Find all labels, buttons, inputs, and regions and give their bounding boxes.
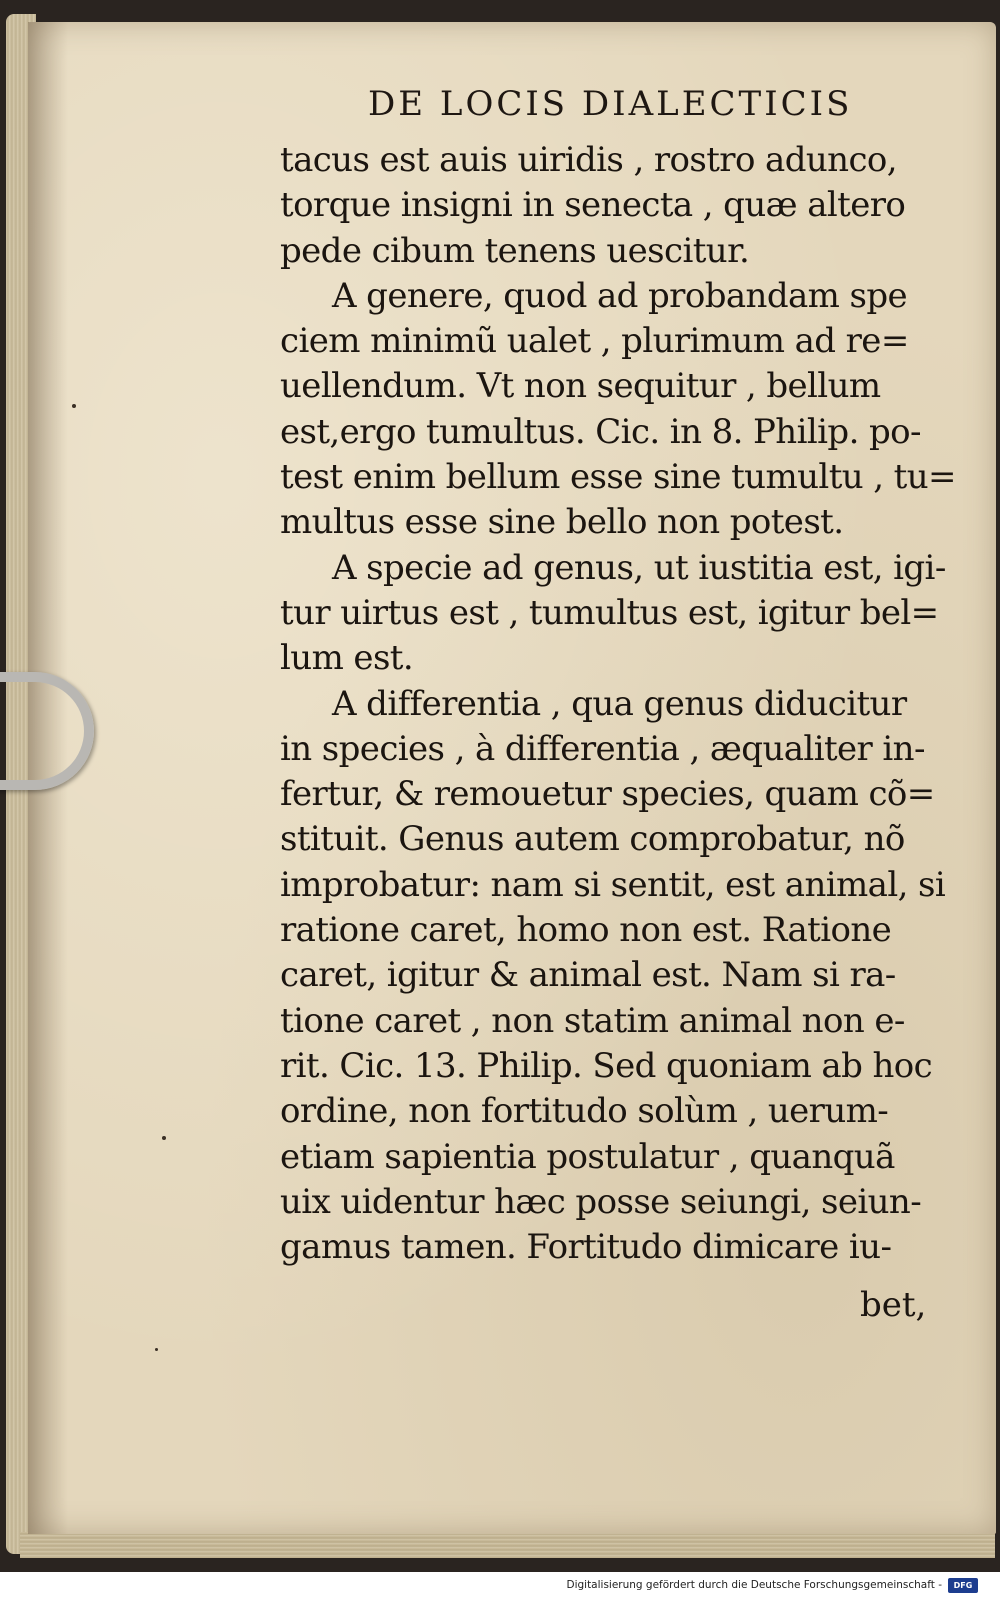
text-line: stituit. Genus autem comprobatur, nõ bbox=[280, 819, 905, 860]
dfg-logo: DFG bbox=[948, 1578, 978, 1593]
text-line: est,ergo tumultus. Cic. in 8. Philip. po- bbox=[280, 411, 921, 452]
ink-speck bbox=[155, 1348, 158, 1351]
footer-credit: Digitalisierung gefördert durch die Deutsche Forschungsgemeinschaft - bbox=[566, 1579, 942, 1591]
text-line: etiam sapientia postulatur , quanquã bbox=[280, 1136, 895, 1177]
text-line: tacus est auis uiridis , rostro adunco, bbox=[280, 140, 897, 180]
body-text bbox=[280, 138, 956, 1270]
text-line: test enim bellum esse sine tumultu , tu= bbox=[280, 457, 956, 498]
text-line: tur uirtus est , tumultus est, igitur bel= bbox=[280, 592, 939, 633]
text-line: A differentia , qua genus diducitur bbox=[332, 683, 907, 724]
text-line: tione caret , non statim animal non e- bbox=[280, 1000, 905, 1041]
digitization-footer bbox=[0, 1576, 1000, 1598]
page-edges-bottom bbox=[20, 1532, 995, 1558]
text-line: ciem minimũ ualet , plurimum ad re= bbox=[280, 321, 909, 362]
ink-speck bbox=[162, 1136, 166, 1140]
text-line: gamus tamen. Fortitudo dimicare iu- bbox=[280, 1227, 892, 1268]
running-header: DE LOCIS DIALECTICIS bbox=[368, 84, 853, 124]
text-line: rit. Cic. 13. Philip. Sed quoniam ab hoc bbox=[280, 1045, 933, 1086]
text-line: in species , à differentia , æqualiter in- bbox=[280, 728, 925, 769]
ink-speck bbox=[72, 404, 76, 408]
text-line: fertur, & remouetur species, quam cõ= bbox=[280, 774, 935, 815]
text-line: lum est. bbox=[280, 638, 414, 679]
text-line: caret, igitur & animal est. Nam si ra- bbox=[280, 955, 896, 996]
text-line: ordine, non fortitudo solùm , uerum- bbox=[280, 1091, 889, 1132]
text-line: torque insigni in senecta , quæ altero bbox=[280, 185, 906, 226]
text-line: multus esse sine bello non potest. bbox=[280, 502, 844, 543]
text-line: pede cibum tenens uescitur. bbox=[280, 230, 750, 271]
text-line: uellendum. Vt non sequitur , bellum bbox=[280, 366, 881, 407]
text-line: A specie ad genus, ut iustitia est, igi- bbox=[332, 547, 946, 588]
text-line: ratione caret, homo non est. Ratione bbox=[280, 910, 892, 951]
text-line: improbatur: nam si sentit, est animal, si bbox=[280, 864, 946, 905]
text-line: A genere, quod ad probandam spe bbox=[332, 275, 908, 316]
catchword: bet, bbox=[860, 1285, 927, 1325]
text-line: uix uidentur hæc posse seiungi, seiun- bbox=[280, 1181, 922, 1222]
